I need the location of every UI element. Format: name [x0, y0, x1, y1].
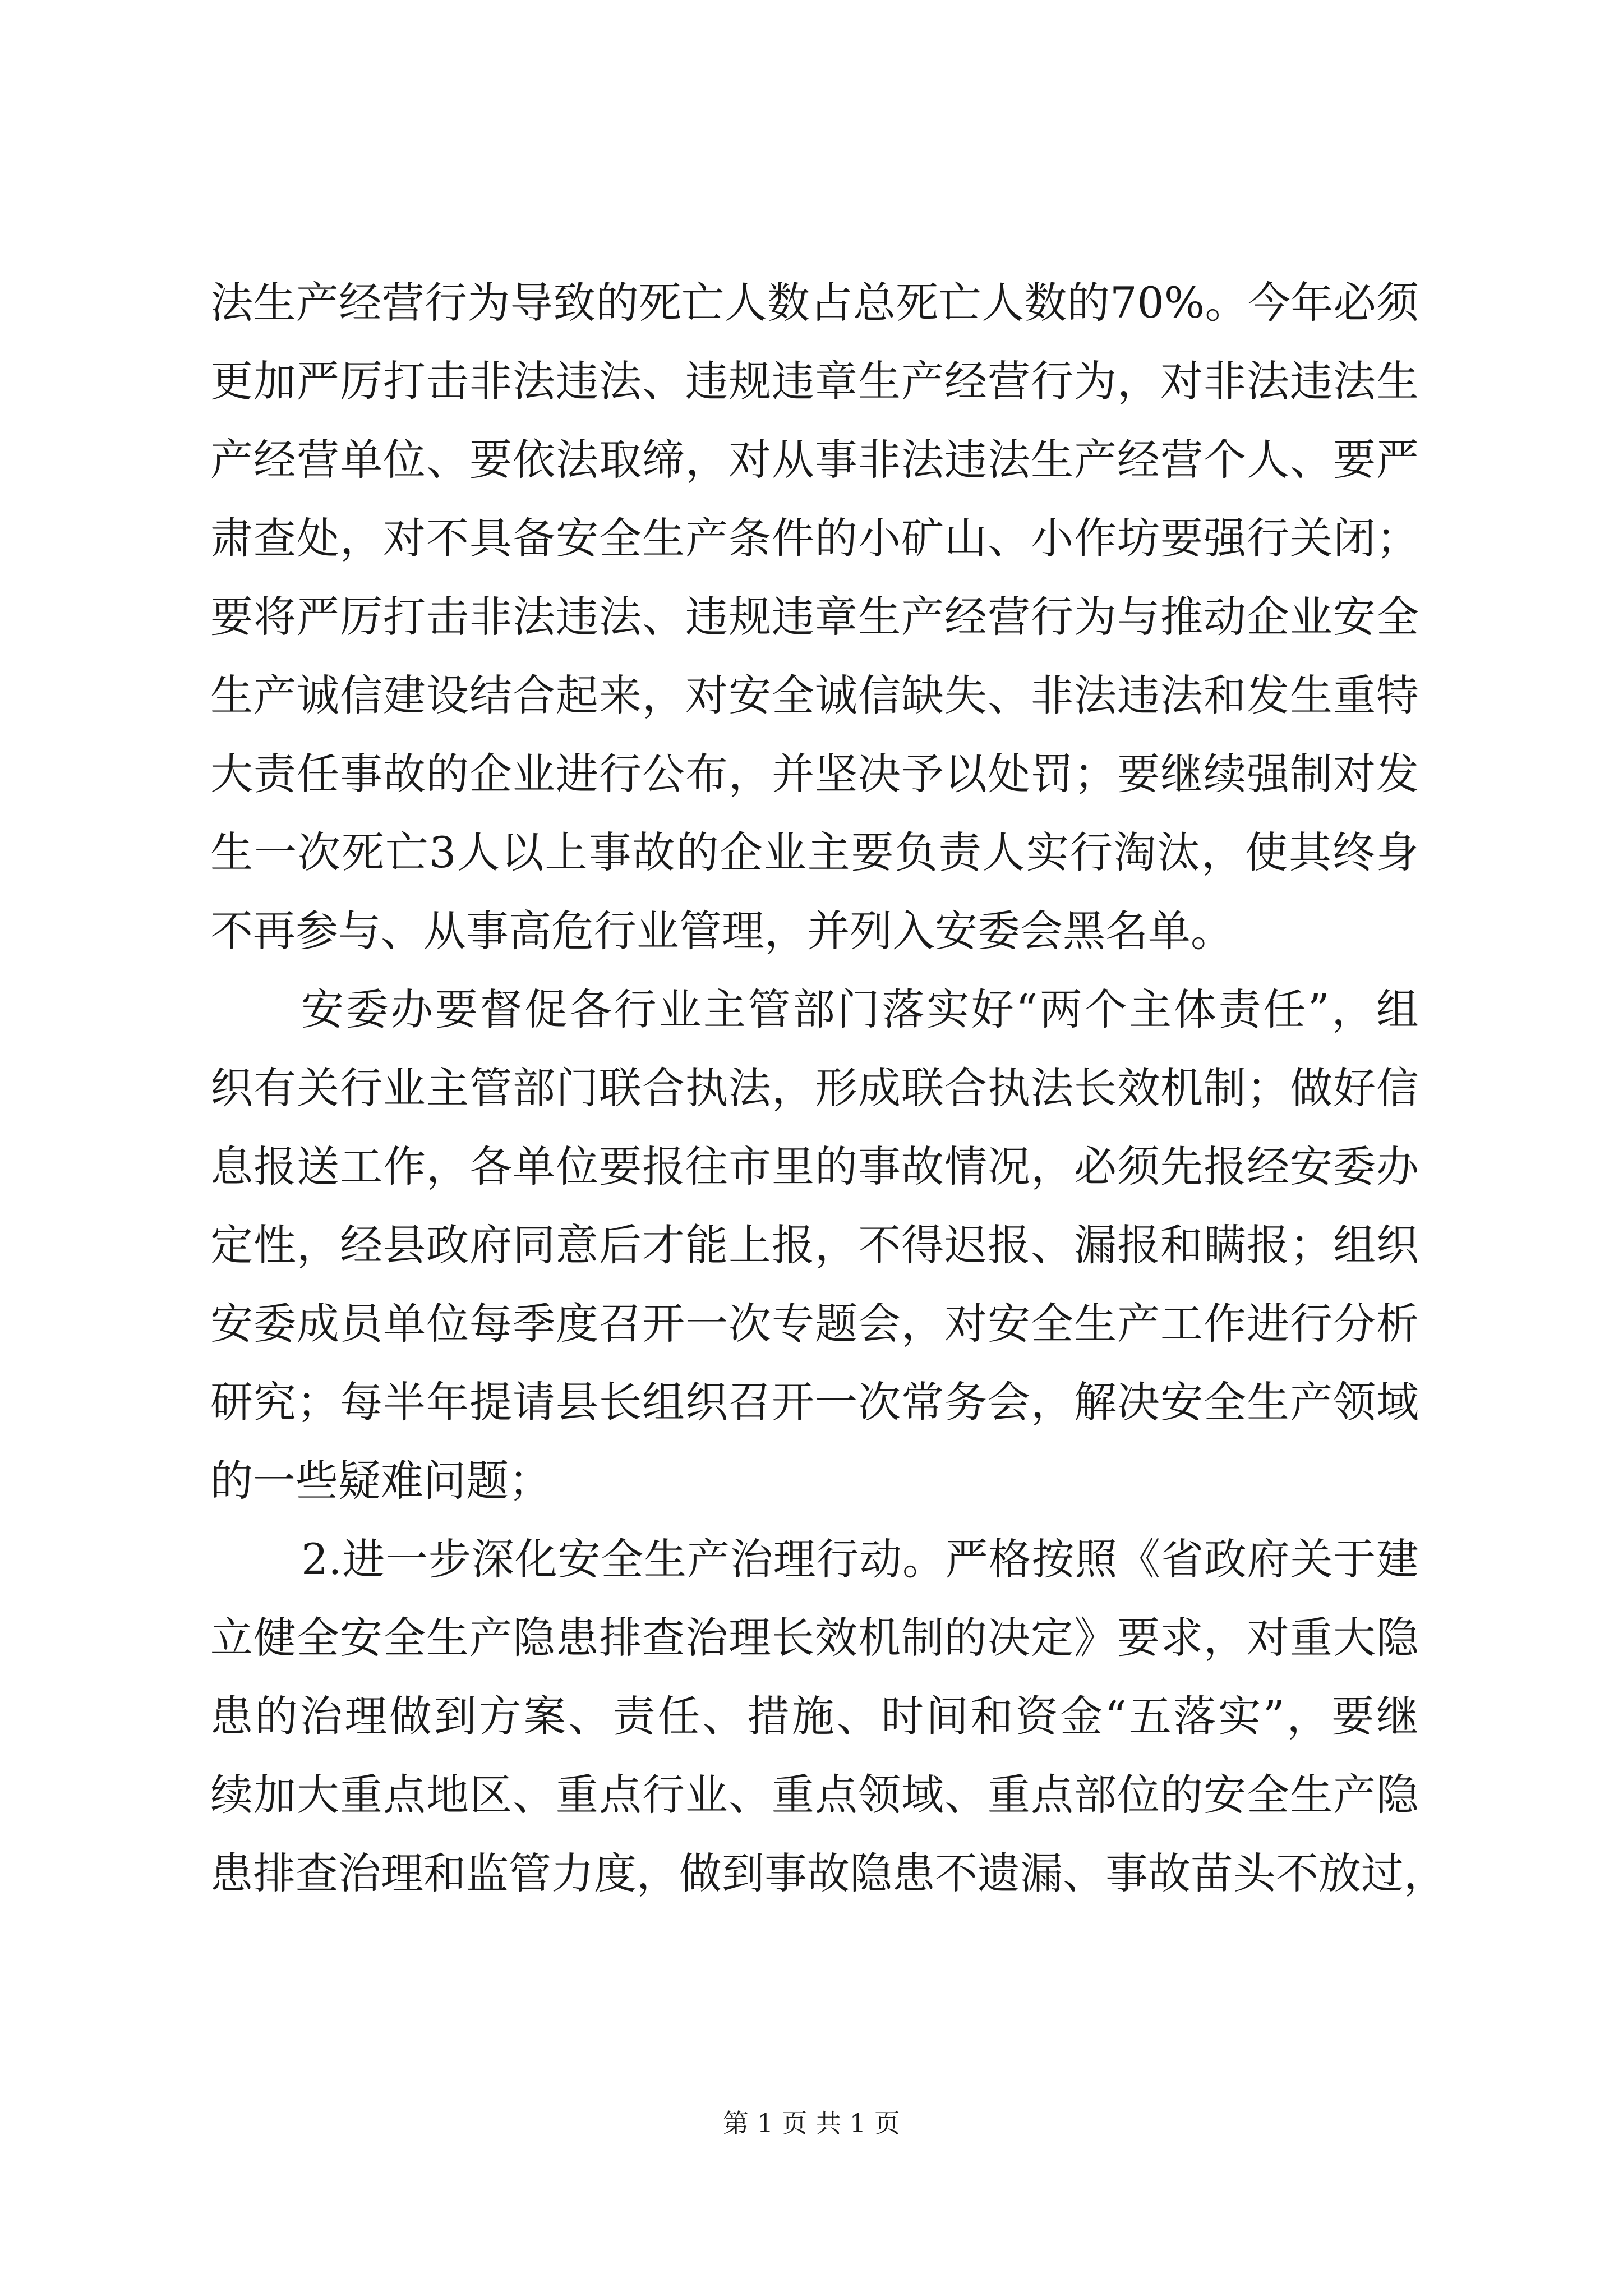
text-line: 不再参与、从事高危行业管理，并列入安委会黑名单。 [210, 906, 1233, 956]
document-body [210, 264, 1446, 1913]
text-line: 肃查处，对不具备安全生产条件的小矿山、小作坊要强行关闭； [210, 513, 1419, 563]
text-line: 息报送工作，各单位要报往市里的事故情况，必须先报经安委办 [210, 1142, 1419, 1191]
paragraph-2 [210, 970, 1419, 1520]
text-line: 续加大重点地区、重点行业、重点领域、重点部位的安全生产隐 [210, 1770, 1419, 1820]
text-line: 安委办要督促各行业主管部门落实好“两个主体责任”，组 [301, 984, 1419, 1034]
paragraph-1 [210, 264, 1419, 970]
text-line: 织有关行业主管部门联合执法，形成联合执法长效机制；做好信 [210, 1063, 1419, 1113]
text-line: 更加严厉打击非法违法、违规违章生产经营行为，对非法违法生 [210, 356, 1419, 406]
text-line: 的一些疑难问题； [210, 1456, 551, 1506]
text-line: 安委成员单位每季度召开一次专题会，对安全生产工作进行分析 [210, 1299, 1419, 1349]
text-line: 要将严厉打击非法违法、违规违章生产经营行为与推动企业安全 [210, 592, 1419, 642]
text-line: 法生产经营行为导致的死亡人数占总死亡人数的70%。今年必须 [210, 278, 1419, 328]
page-number-label: 第 1 页 共 1 页 [723, 2108, 900, 2138]
text-line: 生产诚信建设结合起来，对安全诚信缺失、非法违法和发生重特 [210, 670, 1419, 720]
text-line: 大责任事故的企业进行公布，并坚决予以处罚；要继续强制对发 [210, 749, 1419, 799]
text-line: 患排查治理和监管力度，做到事故隐患不遗漏、事故苗头不放过， [210, 1848, 1446, 1898]
text-line: 2.进一步深化安全生产治理行动。严格按照《省政府关于建 [301, 1534, 1419, 1584]
text-line: 研究；每半年提请县长组织召开一次常务会，解决安全生产领域 [210, 1377, 1419, 1427]
page-footer [0, 2104, 1623, 2143]
text-line: 生一次死亡3人以上事故的企业主要负责人实行淘汰，使其终身 [210, 827, 1419, 877]
text-line: 定性，经县政府同意后才能上报，不得迟报、漏报和瞒报；组织 [210, 1220, 1419, 1270]
text-line: 产经营单位、要依法取缔，对从事非法违法生产经营个人、要严 [210, 435, 1419, 485]
paragraph-3 [210, 1520, 1446, 1913]
text-line: 立健全安全生产隐患排查治理长效机制的决定》要求，对重大隐 [210, 1613, 1419, 1663]
text-line: 患的治理做到方案、责任、措施、时间和资金“五落实”，要继 [210, 1691, 1419, 1741]
